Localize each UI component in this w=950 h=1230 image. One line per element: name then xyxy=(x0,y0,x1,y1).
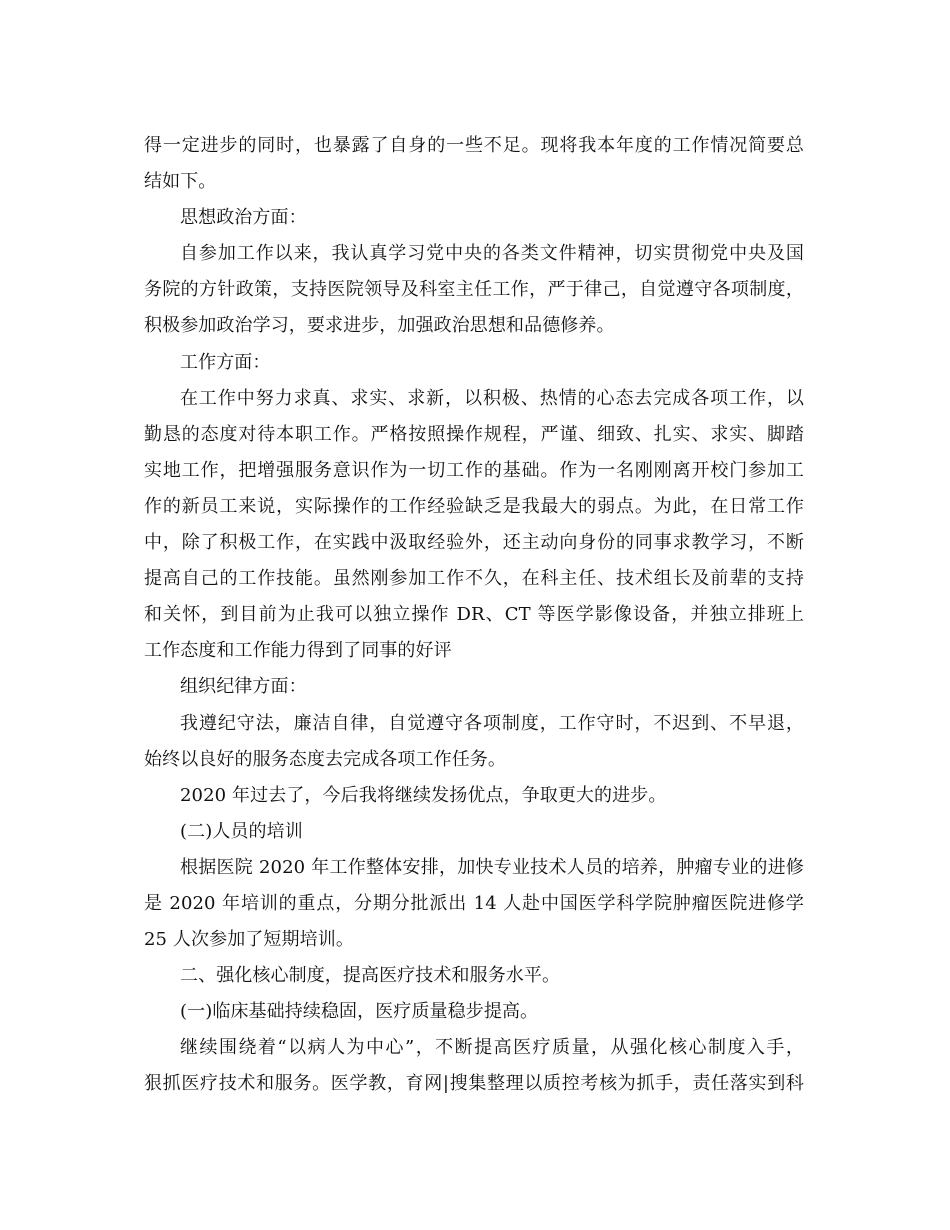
text-line: 中，除了积极工作，在实践中汲取经验外，还主动向身份的同事求教学习，不断 xyxy=(144,532,804,554)
text-line: 作的新员工来说，实际操作的工作经验缺乏是我最大的弱点。为此，在日常工作 xyxy=(144,495,804,517)
document-body xyxy=(144,128,804,1103)
text-line: 提高自己的工作技能。虽然刚参加工作不久，在科主任、技术组长及前辈的支持 xyxy=(144,568,804,590)
text-line: 狠抓医疗技术和服务。医学教，育网|搜集整理以质控考核为抓手，责任落实到科 xyxy=(144,1073,804,1095)
text-line: 和关怀，到目前为止我可以独立操作 DR、CT 等医学影像设备，并独立排班上 xyxy=(144,604,804,626)
text-line: 继续围绕着“以病人为中心”，不断提高医疗质量，从强化核心制度入手， xyxy=(180,1037,804,1059)
text-line: 是 2020 年培训的重点，分期分批派出 14 人赴中国医学科学院肿瘤医院进修学 xyxy=(144,892,804,914)
text-line: 自参加工作以来，我认真学习党中央的各类文件精神，切实贯彻党中央及国 xyxy=(180,243,804,265)
section-heading: 二、强化核心制度，提高医疗技术和服务水平。 xyxy=(180,965,561,987)
section-heading: (一)临床基础持续稳固，医疗质量稳步提高。 xyxy=(180,1001,539,1023)
section-heading: 工作方面： xyxy=(180,351,271,373)
section-heading: 思想政治方面： xyxy=(180,207,307,229)
text-line: 始终以良好的服务态度去完成各项工作任务。 xyxy=(144,748,506,770)
text-line: 实地工作，把增强服务意识作为一切工作的基础。作为一名刚刚离开校门参加工 xyxy=(144,459,804,481)
text-line: 2020 年过去了，今后我将继续发扬优点，争取更大的进步。 xyxy=(180,784,667,806)
text-line: 在工作中努力求真、求实、求新，以积极、热情的心态去完成各项工作，以 xyxy=(180,387,804,409)
text-line: 务院的方针政策，支持医院领导及科室主任工作，严于律己，自觉遵守各项制度， xyxy=(144,279,804,301)
text-line: 勤恳的态度对待本职工作。严格按照操作规程，严谨、细致、扎实、求实、脚踏 xyxy=(144,423,804,445)
text-line: 得一定进步的同时，也暴露了自身的一些不足。现将我本年度的工作情况简要总 xyxy=(144,135,804,156)
section-heading: (二)人员的培训 xyxy=(180,820,303,842)
text-line: 根据医院 2020 年工作整体安排，加快专业技术人员的培养，肿瘤专业的进修 xyxy=(180,856,804,878)
text-line: 25 人次参加了短期培训。 xyxy=(144,929,354,951)
text-line: 积极参加政治学习，要求进步，加强政治思想和品德修养。 xyxy=(144,315,615,337)
text-line: 结如下。 xyxy=(144,171,217,193)
text-line: 我遵纪守法，廉洁自律，自觉遵守各项制度，工作守时，不迟到、不早退， xyxy=(180,712,804,734)
section-heading: 组织纪律方面： xyxy=(180,676,307,698)
text-line: 工作态度和工作能力得到了同事的好评 xyxy=(144,640,452,662)
